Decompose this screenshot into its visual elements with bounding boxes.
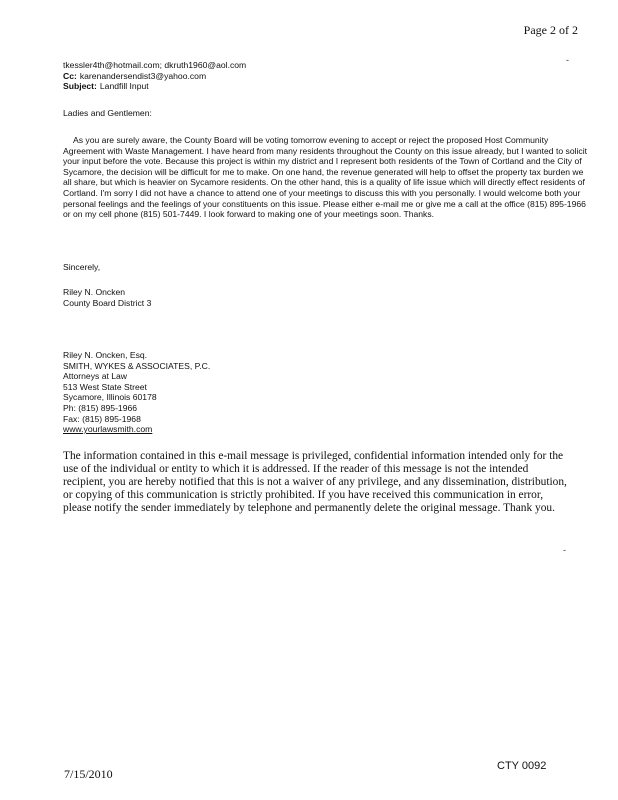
scan-mark: - xyxy=(566,55,569,65)
salutation: Ladies and Gentlemen: xyxy=(63,108,152,118)
to-line xyxy=(63,60,563,71)
message-body xyxy=(63,135,588,220)
signer-title: County Board District 3 xyxy=(63,297,152,308)
sig-city: Sycamore, Illinois 60178 xyxy=(63,392,157,403)
cc-line xyxy=(63,71,563,82)
to-recipients: tkessler4th@hotmail.com; dkruth1960@aol.com xyxy=(63,60,247,70)
sig-street: 513 West State Street xyxy=(63,381,147,392)
signer-name: Riley N. Oncken xyxy=(63,287,126,297)
message-paragraph: As you are surely aware, the County Board will be voting tomorrow evening to accept or reject the proposed Host Community Agreement with Waste Management. I have heard from many residents throughout the County on this issue already, but I wanted to solicit your input before the vote. Because this project is within my district and I represent both residents of the Town of Cortland and the City of Sycamore, the decision will be difficult for me to make. On one hand, the revenue generated will help to offset the property tax burden we all share, but which is heavier on Sycamore residents. On the other hand, this is a quality of life issue which will directly effect residents of Cortland. I'm sorry I did not have a chance to attend one of your meetings to discuss this with you personally. I would welcome both your personal feelings and the feelings of your constituents on this issue. Please either e-mail me or give me a call at the office (815) 895-1966 or on my cell phone (815) 501-7449. I look forward to making one of your meetings soon. Thanks. xyxy=(63,135,588,220)
document-id: CTY 0092 xyxy=(497,760,547,772)
website-link[interactable]: www.yourlawsmith.com xyxy=(63,424,153,435)
sig-role: Attorneys at Law xyxy=(63,371,128,382)
sig-firm: SMITH, WYKES & ASSOCIATES, P.C. xyxy=(63,360,211,371)
subject-line xyxy=(63,81,563,92)
page-number: Page 2 of 2 xyxy=(523,23,578,37)
cc-label: Cc: xyxy=(63,70,77,81)
subject-text: Landfill Input xyxy=(99,81,149,92)
cc-recipients: karenandersendist3@yahoo.com xyxy=(79,70,207,81)
sig-name: Riley N. Oncken, Esq. xyxy=(63,350,148,360)
signature-block xyxy=(63,350,210,435)
signer xyxy=(63,287,151,308)
confidentiality-disclaimer: The information contained in this e-mail message is privileged, confidential information intended only for the use of the individual or entity to which it is addressed. If the reader of this message is not the intended recipient, you are hereby notified that this is not a waiver of any privilege, and any dissemination, distribution, or copying of this communication is strictly prohibited. If you have received this communication in error, please notify the sender immediately by telephone and permanently delete the original message. Thank you. xyxy=(63,450,567,514)
closing: Sincerely, xyxy=(63,262,101,272)
scan-mark: - xyxy=(563,545,566,555)
sig-phone: Ph: (815) 895-1966 xyxy=(63,402,138,413)
subject-label: Subject: xyxy=(63,81,97,92)
sig-fax: Fax: (815) 895-1968 xyxy=(63,413,141,424)
email-header xyxy=(63,60,563,92)
footer-date: 7/15/2010 xyxy=(64,767,113,781)
